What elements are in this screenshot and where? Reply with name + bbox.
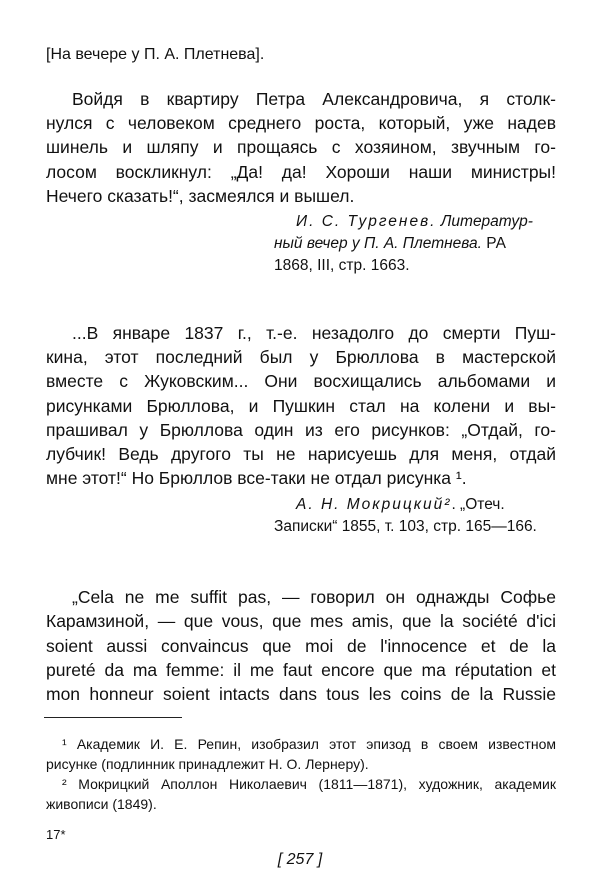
footnote-1-line-2: рисунке (подлинник принадлежит Н. О. Лернеру). <box>46 756 369 772</box>
page-number: [ 257 ] <box>277 851 323 868</box>
entry-2-line-1: ...В январе 1837 г., т.-е. незадолго до смерти Пуш- <box>72 323 556 343</box>
entry-1-line-2: нулся с человеком среднего роста, который, уже надев <box>46 113 556 133</box>
entry-3-line-5: mon honneur soient intacts dans tous les coins de la Russie <box>46 684 556 704</box>
entry-2-line-2: кина, этот последний был у Брюллова в мастерской <box>46 347 556 367</box>
printer-signature: 17* <box>46 827 66 842</box>
footnote-2-line-2: живописи (1849). <box>46 796 157 812</box>
entry-3-line-4: pureté da ma femme: il me faut encore que ma réputation et <box>46 660 556 680</box>
citation-title: ный вечер у П. А. Плетнева. <box>274 235 482 252</box>
citation-author: А. Н. Мокрицкий² <box>296 496 452 513</box>
footnote-2-line-1: ² Мокрицкий Аполлон Николаевич (1811—1871), художник, академик <box>62 776 556 792</box>
entry-1-line-5: Нечего сказать!“, засмеялся и вышел. <box>46 186 355 206</box>
footnote-divider <box>44 717 182 718</box>
entry-3-line-3: soient aussi convaincus que moi de l'innocence et de la <box>46 636 556 656</box>
entry-1-citation-line-1 <box>296 211 533 232</box>
citation-source: . „Отеч. <box>451 496 505 513</box>
entry-2-line-7: мне этот!“ Но Брюллов все-таки не отдал рисунка ¹. <box>46 468 467 488</box>
entry-2-line-6: лубчик! Ведь другого ты не нарисуешь для меня, отдай <box>46 444 556 464</box>
citation-source: РА <box>486 235 506 252</box>
bracket-heading: [На вечере у П. А. Плетнева]. <box>46 46 265 63</box>
entry-1-citation-line-2 <box>274 233 506 254</box>
citation-title: Литератур- <box>440 213 533 230</box>
entry-2-line-5: прашивал у Брюллова один из его рисунков: „Отдай, го- <box>46 420 556 440</box>
entry-3-line-2: Карамзиной, — que vous, que mes amis, que la société d'ici <box>46 611 556 631</box>
entry-1-line-4: лосом воскликнул: „Да! да! Хороши наши министры! <box>46 162 556 182</box>
entry-1-line-1: Войдя в квартиру Петра Александровича, я столк- <box>72 89 556 109</box>
entry-1-line-3: шинель и шляпу и прощаясь с хозяином, звучным го- <box>46 137 556 157</box>
footnote-1-line-1: ¹ Академик И. Е. Репин, изобразил этот эпизод в своем известном <box>62 736 556 752</box>
entry-2-citation-line-1 <box>296 494 505 515</box>
entry-3-line-1: „Cela ne me suffit pas, — говорил он однажды Софье <box>72 587 556 607</box>
entry-2-line-4: рисунками Брюллова, и Пушкин стал на колени и вы- <box>46 396 556 416</box>
citation-author: И. С. Тургенев. <box>296 213 437 230</box>
entry-2-citation-line-2: Записки“ 1855, т. 103, стр. 165—166. <box>274 518 537 535</box>
entry-1-citation-line-3: 1868, III, стр. 1663. <box>274 257 410 274</box>
entry-2-line-3: вместе с Жуковским... Они восхищались альбомами и <box>46 371 556 391</box>
